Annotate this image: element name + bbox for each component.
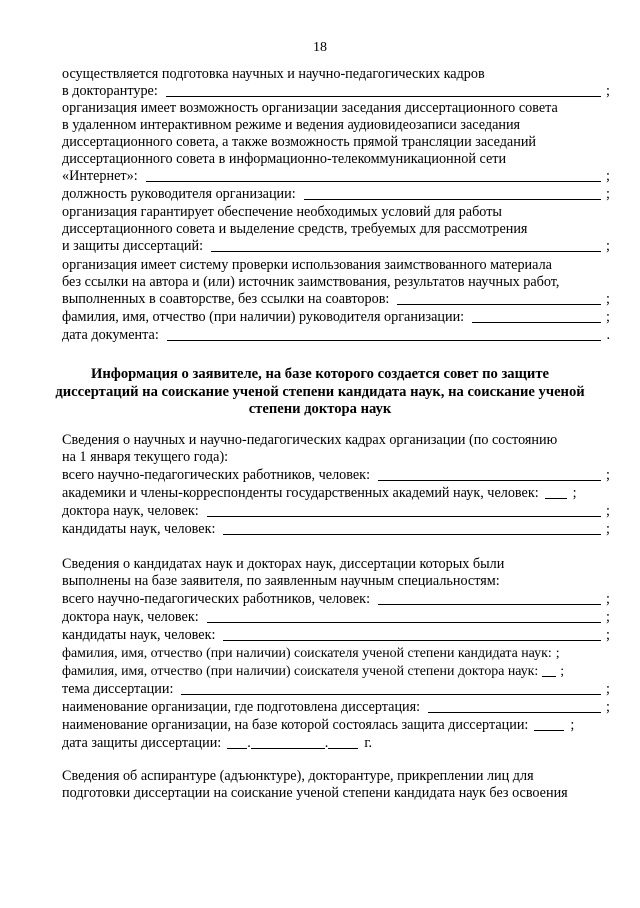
fill-line[interactable] [211,251,601,252]
text-line: диссертационного совета, а также возможность прямой трансляции заседаний [62,134,537,150]
field-row-candidates: кандидаты наук, человек: ; [62,521,610,537]
field-row-defense-date: дата защиты диссертации: . . г. [62,735,373,751]
field-row-head-name: фамилия, имя, отчество (при наличии) руководителя организации: ; [62,309,610,325]
field-row-candidates-2: кандидаты наук, человек: ; [62,627,610,643]
text-line: осуществляется подготовка научных и научно-педагогических кадров [62,66,485,82]
text-line: в удаленном интерактивном режиме и ведения аудиовидеозаписи заседания [62,117,521,133]
fill-line[interactable] [378,480,601,481]
fill-line[interactable] [378,604,601,605]
field-row-defense-org: наименование организации, на базе которой состоялась защита диссертации: ; [62,717,575,733]
field-row-academicians: академики и члены-корреспонденты государственных академий наук, человек: ; [62,485,577,501]
field-row-internet: «Интернет»: ; [62,168,610,184]
field-row-doctoral: в докторантуре: ; [62,83,610,99]
fill-line[interactable] [304,199,601,200]
field-row-total-staff-2: всего научно-педагогических работников, человек: ; [62,591,610,607]
text-line: диссертационного совета и выделение средств, требуемых для рассмотрения [62,221,528,237]
field-row-doctors: доктора наук, человек: ; [62,503,610,519]
fill-line[interactable] [181,694,601,695]
fill-line[interactable] [545,498,567,499]
field-row-total-staff: всего научно-педагогических работников, человек: ; [62,467,610,483]
text-line: Сведения о кандидатах наук и докторах наук, диссертации которых были [62,556,505,572]
fill-line[interactable] [223,534,601,535]
text-line: подготовки диссертации на соискание ученой степени кандидата наук без освоения [62,785,568,801]
fill-line[interactable] [472,322,601,323]
fill-line[interactable] [542,676,556,677]
field-row-thesis-topic: тема диссертации: ; [62,681,610,697]
field-row-plagiarism-check: выполненных в соавторстве, без ссылки на соавторов: ; [62,291,610,307]
fill-line[interactable] [146,181,601,182]
text-line: организация гарантирует обеспечение необходимых условий для работы [62,204,502,220]
text-line: на 1 января текущего года): [62,449,229,465]
text-line: Сведения об аспирантуре (адъюнктуре), докторантуре, прикреплении лиц для [62,768,534,784]
fill-line[interactable] [207,622,601,623]
field-row-head-position: должность руководителя организации: ; [62,186,610,202]
section-heading: Информация о заявителе, на базе которого создается совет по защите диссертаций на соискание ученой степени кандидата наук, на соискание ученой степени доктора наук [55,366,585,417]
text-line: выполнены на базе заявителя, по заявленным научным специальностям: [62,573,500,589]
text-line: организация имеет возможность организации заседания диссертационного совета [62,100,558,116]
date-year-field[interactable] [328,748,358,749]
field-row-document-date: дата документа: . [62,327,610,343]
text-line: без ссылки на автора и (или) источник заимствования, результатов научных работ, [62,274,560,290]
fill-line[interactable] [428,712,601,713]
fill-line[interactable] [223,640,601,641]
fill-line[interactable] [397,304,601,305]
field-row-prepared-org: наименование организации, где подготовлена диссертация: ; [62,699,610,715]
text-line: организация имеет систему проверки использования заимствованного материала [62,257,552,273]
fill-line[interactable] [207,516,601,517]
field-row-candidate-seeker: фамилия, имя, отчество (при наличии) соискателя ученой степени кандидата наук: ; [62,646,560,661]
fill-line[interactable] [166,96,601,97]
text-line: Сведения о научных и научно-педагогических кадрах организации (по состоянию [62,432,558,448]
date-month-field[interactable] [251,748,325,749]
fill-line[interactable] [167,340,602,341]
field-row-doctors-2: доктора наук, человек: ; [62,609,610,625]
field-row-doctor-seeker: фамилия, имя, отчество (при наличии) соискателя ученой степени доктора наук: ; [62,664,565,679]
field-row-defense-conditions: и защиты диссертаций: ; [62,238,610,254]
date-day-field[interactable] [227,748,247,749]
page-number: 18 [313,40,327,55]
text-line: диссертационного совета в информационно-телекоммуникационной сети [62,151,507,167]
fill-line[interactable] [534,730,564,731]
